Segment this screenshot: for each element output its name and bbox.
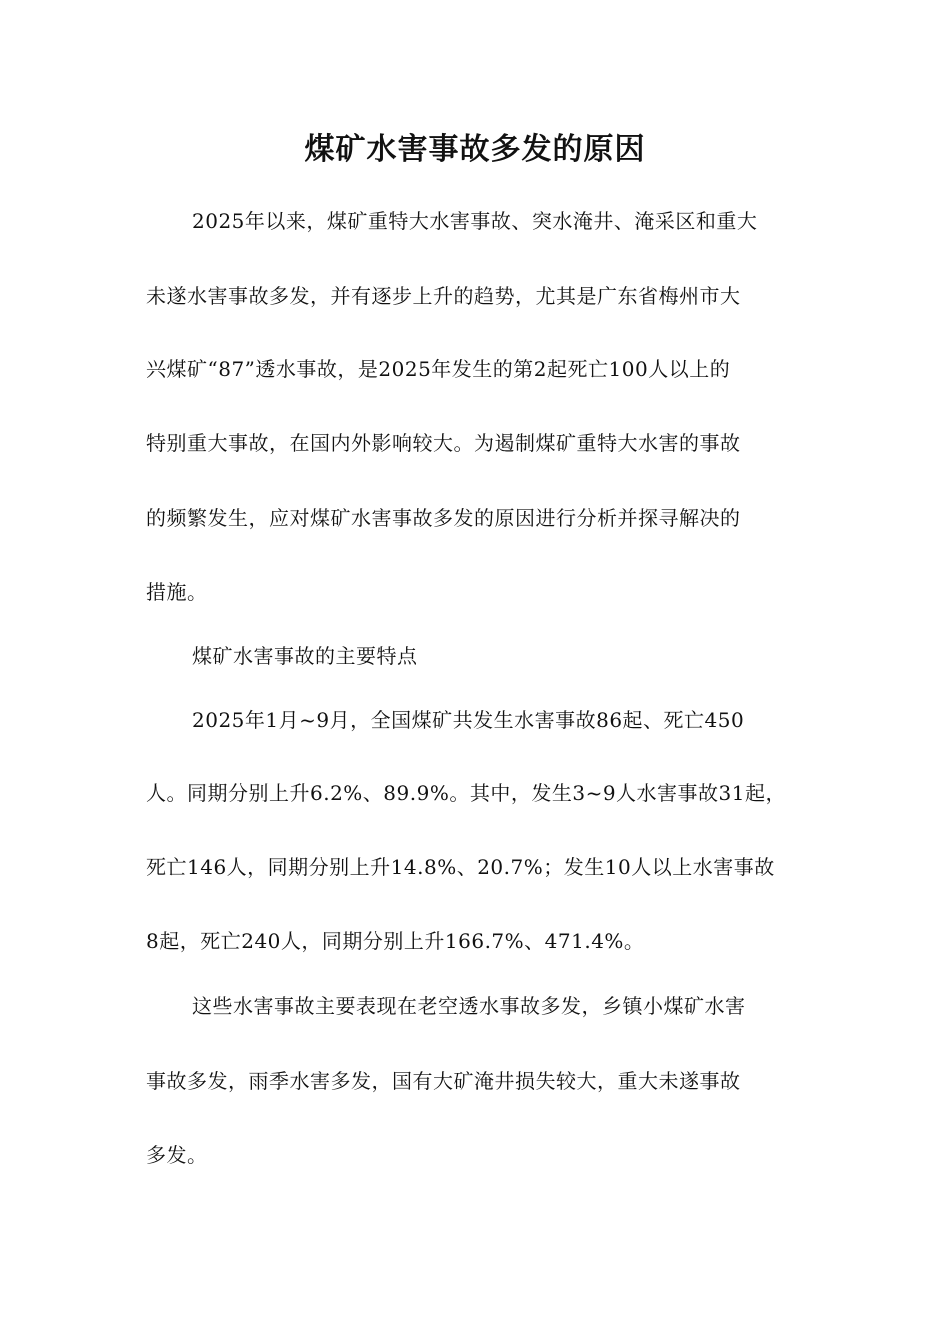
paragraph-1-line-3: 兴煤矿“87”透水事故，是2025年发生的第2起死亡100人以上的 bbox=[146, 357, 731, 381]
paragraph-3-line-3: 多发。 bbox=[146, 1143, 208, 1167]
paragraph-2-line-1: 2025年1月~9月，全国煤矿共发生水害事故86起、死亡450 bbox=[192, 708, 745, 732]
paragraph-1-line-4: 特别重大事故，在国内外影响较大。为遏制煤矿重特大水害的事故 bbox=[146, 431, 741, 455]
paragraph-2-line-3: 死亡146人，同期分别上升14.8%、20.7%；发生10人以上水害事故 bbox=[146, 855, 775, 879]
paragraph-1-line-1: 2025年以来，煤矿重特大水害事故、突水淹井、淹采区和重大 bbox=[192, 209, 758, 233]
paragraph-1-line-5: 的频繁发生，应对煤矿水害事故多发的原因进行分析并探寻解决的 bbox=[146, 506, 741, 530]
section-heading: 煤矿水害事故的主要特点 bbox=[192, 644, 418, 668]
paragraph-1-line-2: 未遂水害事故多发，并有逐步上升的趋势，尤其是广东省梅州市大 bbox=[146, 284, 741, 308]
paragraph-3-line-2: 事故多发，雨季水害多发，国有大矿淹井损失较大，重大未遂事故 bbox=[146, 1069, 741, 1093]
paragraph-2-line-2: 人。同期分别上升6.2%、89.9%。其中，发生3~9人水害事故31起， bbox=[146, 781, 787, 805]
document-title: 煤矿水害事故多发的原因 bbox=[304, 132, 646, 167]
paragraph-3-line-1: 这些水害事故主要表现在老空透水事故多发，乡镇小煤矿水害 bbox=[192, 994, 746, 1018]
paragraph-1-line-6: 措施。 bbox=[146, 580, 208, 604]
paragraph-2-line-4: 8起，死亡240人，同期分别上升166.7%、471.4%。 bbox=[146, 929, 645, 953]
